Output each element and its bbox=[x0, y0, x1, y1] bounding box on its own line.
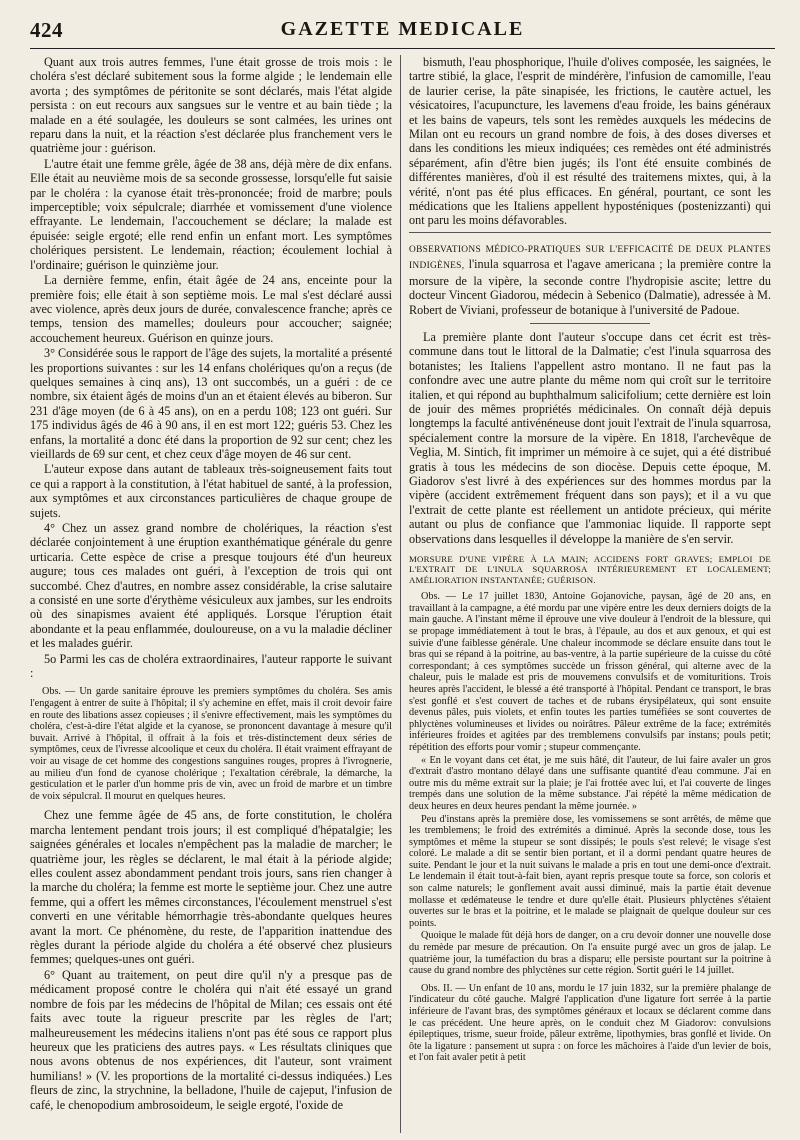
observation: Obs. — Un garde sanitaire éprouve les premiers symptômes du choléra. Ses amis l'engagent à entrer de suite à l'hôpital; il s'y achemine en effet, mais il croit devoir faire en route des libations assez copieuses ; il s'enivre effectivement, mais les symptômes du choléra, c'est-à-dire l'état algide et la cyanose, se prononcent davantage à mesure qu'il buvait. Arrivé à l'hôpital, il offrait à la fois et très-distinctement deux séries de symptômes, ceux de l'ivresse alcoolique et ceux du choléra. Il était vraiment effrayant de voir au visage de cet homme des congestions sanguines rouges, propres à l'ivrognerie, au milieu d'un fond de cyanose cholérique ; l'exaltation cérébrale, la démarche, la gesticulation et le parler d'un homme pris de vin, avec un froid de marbre et un timbre de voix sépulcral. Il mourut en quelques heures. bbox=[30, 686, 392, 802]
page-number: 424 bbox=[30, 18, 63, 42]
observation: Obs. II. — Un enfant de 10 ans, mordu le 17 juin 1832, sur la première phalange de l'indicateur du côté gauche. Malgré l'application d'une ligature fort serrée à la partie inférieure de l'avant bras, des symptômes généraux et locaux se déclarent comme dans le cas précédent. Une heure après, on le conduit chez M Giadorov: convulsions épileptiques, trisme, sueur froide, pâleur extrême, lipothymies, bras gonflé et livide. On ôte la ligature : pansement ut supra : on force les mâchoires à l'aide d'un levier de bois, et l'on fait avaler petit à petit bbox=[409, 982, 771, 1064]
paragraph: 4° Chez un assez grand nombre de cholériques, la réaction s'est déclarée conjointement à une éruption exanthématique générale du genre urticaria. Cette espèce de crise a presque toujours été d'un heureux augure; tous ces malades ont guéri, à l'exception de trois qui ont succombé. Chez d'autres, en nombre assez considérable, la crise salutaire a consisté en une sorte d'érythème vésiculeux aux jambes, sur les endroits où des sinapismes avaient été appliqués. Lorsque l'éruption était abondante et la peau enflammée, douloureuse, on a vu la maladie décliner et les malades guérir. bbox=[30, 521, 392, 651]
left-column bbox=[30, 55, 392, 1135]
section-heading-rest: l'inula squarrosa et l'agave americana ; la première contre la morsure de la vipère, la seconde contre l'hydropisie ascite; lettre du docteur Vincent Giadorou, médecin à Sebenico (Dalmatie), adressée à M. Robert de Viviani, professeur de botanique à l'université de Padoue. bbox=[409, 257, 771, 317]
paragraph: 3° Considérée sous le rapport de l'âge des sujets, la mortalité a présenté les proportions suivantes : sur les 14 enfans cholériques qu'on a reçus (de quelques semaines à cinq ans), 13 ont succombés, un a guéri : de ce nombre, six étaient âgés de moins d'un an et étaient élevés au biberon. Sur 231 d'âge moyen (de 6 à 45 ans), on en a perdu 108; 123 ont guéri. Sur 175 individus âgés de 46 à 90 ans, il en est mort 122; guéris 53. Chez les enfans, la mortalité a donc été dans la proportion de 92 sur cent; chez les vieillards de 69 sur cent, et chez ceux d'âge moyen de 46 sur cent. bbox=[30, 346, 392, 461]
paragraph: Chez une femme âgée de 45 ans, de forte constitution, le choléra marcha lentement pendant trois jours; il est compliqué d'hépatalgie; les saignées générales et locales n'empêchent pas la maladie de marcher; le quatrième jour, les règles se déclarent, le mal était à la période algide; elles coulent assez abondamment pendant trois jours, sans rien changer à la marche du choléra; la femme est morte le septième jour. Chez une autre femme, qui a offert les mêmes circonstances, l'écoulement menstruel s'est converti en une véritable hémorrhagie très-abondante quelques heures avant la mort. Ce phénomène, du reste, de l'apparition inattendue des règles durant la période algide du choléra a été observé chez plusieurs femmes; quelques-unes ont guéri. bbox=[30, 808, 392, 967]
section-heading bbox=[409, 241, 771, 317]
paragraph: L'autre était une femme grêle, âgée de 38 ans, déjà mère de dix enfans. Elle était au neuvième mois de sa seconde grossesse, lorsqu'elle fut saisie par le choléra : la cyanose était très-prononcée; froid de marbre; pouls imperceptible; voix sépulcrale; diarrhée et vomissement d'une violence effrayante. Le lendemain, l'accouchement se déclare; la malade est épuisée: seigle ergoté; elle rend enfin un enfant mort. Les symptômes cholériques persistent. Le lendemain, réaction; écoulement lochial à l'ordinaire; guérison le quinzième jour. bbox=[30, 156, 392, 272]
observation: « En le voyant dans cet état, je me suis hâté, dit l'auteur, de lui faire avaler un gros d'extrait d'astro montano délayé dans une suffisante quantité d'eau commune. J'ai en outre mis du même extrait sur la plaie; je l'ai frottée avec lui, et l'ai couverte de linges trempés dans une solution de la même substance. J'ai répété la même médication de deux heures en deux heures pendant la même journée. » bbox=[409, 754, 771, 812]
section-heading-caps: OBSERVATIONS MÉDICO-PRATIQUES SUR L'EFFICACITÉ DE DEUX PLANTES INDIGÈNES, bbox=[409, 244, 771, 272]
paragraph: 5o Parmi les cas de choléra extraordinaires, l'auteur rapporte le suivant : bbox=[30, 651, 392, 681]
paragraph: Quant aux trois autres femmes, l'une était grosse de trois mois : le choléra s'est déclaré subitement sous la forme algide ; le lendemain elle avorta ; des symptômes de péritonite se sont déclarés, mais l'état algide persista : on eut recours aux sangsues sur le ventre et au bain tiède ; la malade en a été soulagée, les douleurs se sont calmées, les urines ont reparu dans la nuit, et la réaction s'est déclarée plus franchement vers le quatrième jour : guérison. bbox=[30, 55, 392, 156]
paragraph: L'auteur expose dans autant de tableaux très-soigneusement faits tout ce qui a rapport à la constitution, à l'état habituel de santé, à la profession, aux symptômes et aux circonstances particulières de chaque groupe de sujets. bbox=[30, 462, 392, 520]
paragraph: La dernière femme, enfin, était âgée de 24 ans, enceinte pour la première fois; elle était à son septième mois. Le mal s'est déclaré aussi avec violence, après deux jours de durée, convalescence franche; après ce temps, tension des mamelles; douleurs pour accoucher; saignée; accouchement heureux. Guérison en quinze jours. bbox=[30, 273, 392, 345]
page-header bbox=[30, 18, 775, 48]
journal-title: GAZETTE MEDICALE bbox=[280, 18, 525, 40]
observation: Quoique le malade fût déjà hors de danger, on a cru devoir donner une nouvelle dose du remède par mesure de précaution. On l'a ensuite purgé avec un gros de jalap. Le quatrième jour, la tuméfaction du bras a disparu; elle persiste pourtant sur la poitrine à cause du grand nombre des phlyctènes sur cette région. Sortit guéri le 14 juillet. bbox=[409, 930, 771, 977]
header-rule bbox=[30, 48, 775, 49]
section-rule-short bbox=[530, 323, 650, 324]
observation: Obs. — Le 17 juillet 1830, Antoine Gojanoviche, paysan, âgé de 20 ans, en travaillant à la campagne, a été mordu par une vipère entre les deux derniers doigts de la main gauche. A l'instant même il éprouve une vive douleur à l'endroit de la blessure, qui se propage immédiatement à tout le bras, à l'épaule, au dos et aux genoux, et qui est suivie d'une faiblesse générale. Une chaleur incommode se déclare ensuite dans tout le bras qui se répand à la poitrine, au bas-ventre, à la partie supérieure de la cuisse du côté correspondant; à ces symptômes succède un frisson général, qui alterne avec de la chaleur, puis le malade est pris de mouvemens convulsifs et de vomituritions. Trois heures après l'accident, le blessé a été transporté à l'hôpital. Pendant ce transport, le bras s'est gonflé et s'est couvert de taches et de rubans érysipélateux, qui sont ensuite devenus pâles, puis violets, et enfin toutes les parties tuméfiées se sont couvertes de phlyctènes volumineuses et livides ou noirâtres. Pâleur extrême de la face; extrémités inférieures froides et agitées par des tremblemens convulsifs par instans; pouls petit; répétition des efforts pour vomir ; stupeur commençante. bbox=[409, 591, 771, 753]
right-column bbox=[409, 55, 771, 1135]
paragraph: bismuth, l'eau phosphorique, l'huile d'olives composée, les saignées, le tartre stibié, la glace, l'esprit de mindérère, l'infusion de camomille, l'eau de laurier cerise, la pâte sinapisée, les frictions, le cautère actuel, les vésicatoires, l'acupuncture, les lavemens d'eau froide, les bains généraux et les bains de vapeurs, tels sont les remèdes auxquels les médecins de Milan ont eu recours un grand nombre de fois, à des doses diverses et dans les conditions les mieux indiquées; ces remèdes ont été administrés séparément, afin d'être bien jugés; ils l'ont été ensuite combinés de différentes manières, d'où il est résulté des traitemens mixtes, qui, à la vérité, n'ont pas été plus efficaces. En général, pourtant, ce sont les médications que les Italiens appellent hyposténiques (postenizzanti) qui ont paru les moins défavorables. bbox=[409, 55, 771, 228]
observation: Peu d'instans après la première dose, les vomissemens se sont arrêtés, de même que les tremblemens; le froid des extrémités a diminué. Après la seconde dose, tous les symptômes et même la stupeur se sont dissipés; le pouls s'est relevé; le visage s'est coloré. Le malade a dit se sentir bien portant, et il a dormi pendant quatre heures de suite. Pendant le jour et la nuit suivans le malade a pris en tout une demi-once d'extrait. Le lendemain il était tout-à-fait bien, ayant repris presque toute sa force, son coloris et son calme naturels; le gonflement avait aussi diminué, mais la partie était devenue mollasse et œdémateuse le tendre et dure qu'elle était. Plusieurs phlyctènes s'étaient ouvertes sur le bras et la poitrine, et le malade se plaignait de quelque douleur sur ces points. bbox=[409, 813, 771, 929]
column-divider bbox=[400, 55, 401, 1133]
section-rule bbox=[409, 232, 771, 233]
paragraph: La première plante dont l'auteur s'occupe dans cet écrit est très-commune dans tout le littoral de la Dalmatie; c'est l'inula squarrosa des botanistes; les Italiens l'appellent astro montano. Il ne faut pas la confondre avec une autre plante du même nom qui croît sur le territoire italien, et qui répond au buphthalmum salicifolium; cette dernière est loin de jouir des mêmes propriétés médicinales. On connaît déjà depuis longtemps la faculté antivénéneuse dont jouit l'extrait de l'inula squarrosa, spécialement contre la morsure de la vipère. En 1818, l'archevêque de Veglia, M. Sintich, fit imprimer un mémoire à ce sujet, qui a été distribué gratis à tous les médecins de son diocèse. Depuis cette époque, M. Giadorov s'est livré à des expériences sur des hommes mordus par la vipère (accident extrêmement fréquent dans son pays); et il a vu que l'extrait de cette plante est réellement un antidote précieux, qui mérite autant ou plus de confiance que l'ammoniac liquide. Il rapporte sept observations dans lesquelles il développe la manière de s'en servir. bbox=[409, 329, 771, 546]
paragraph: 6° Quant au traitement, on peut dire qu'il n'y a presque pas de médicament proposé contre le choléra qui n'ait été essayé un grand nombre de fois par les médecins de l'hôpital de Milan; ces essais ont été faits avec toute la rigueur prescrite par les règles de l'art; malheureusement les médecins italiens n'ont pas été sous ce rapport plus heureux que les praticiens des autres pays. « Les résultats cliniques que nous avons obtenus de nos expériences, dit l'auteur, sont vraiment humilians! » (V. les proportions de la mortalité ci-dessus indiquées.) Les fleurs de zinc, la strychnine, la belladone, l'huile de cajeput, l'infusion de café, le chenopodium ambrosoideum, le seigle ergoté, l'oxide de bbox=[30, 967, 392, 1112]
observation-subheading: MORSURE D'UNE VIPÈRE À LA MAIN; ACCIDENS FORT GRAVES; EMPLOI DE L'EXTRAIT DE L'INULA SQUARROSA INTÉRIEUREMENT ET LOCALEMENT; AMÉLIORATION INSTANTANÉE; GUÉRISON. bbox=[409, 554, 771, 585]
